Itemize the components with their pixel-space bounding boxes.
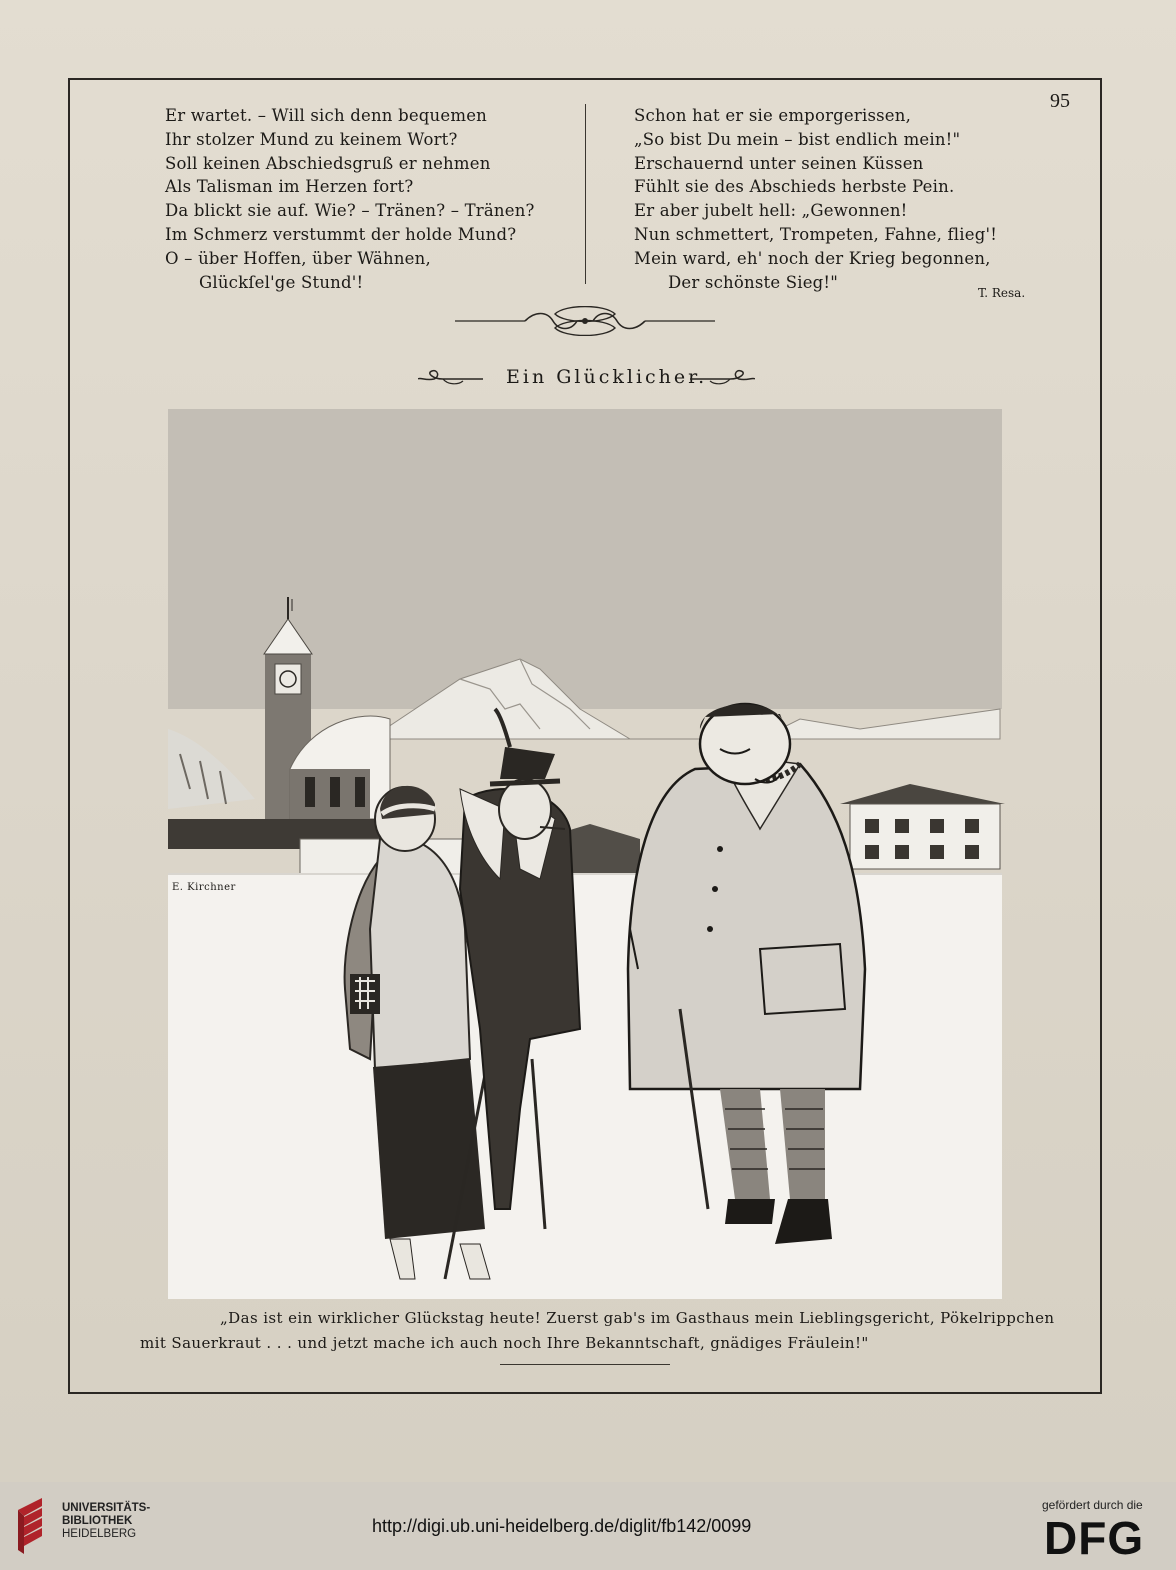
- illustration-signature: E. Kirchner: [172, 882, 236, 893]
- poem-line: Nun schmettert, Trompeten, Fahne, flieg'!: [634, 224, 998, 244]
- poem-line: „So bist Du mein – bist endlich mein!": [634, 129, 961, 149]
- poem-line: Schon hat er sie emporgerissen,: [634, 106, 912, 125]
- poem-line: Fühlt sie des Abschieds herbste Pein.: [634, 177, 955, 197]
- poem-line: Soll keinen Abschiedsgruß er nehmen: [165, 153, 491, 173]
- poem-line: Er wartet. – Will sich denn bequemen: [165, 106, 487, 125]
- dfg-logo: DFG: [1044, 1512, 1145, 1564]
- flourish-left-icon: [418, 369, 483, 389]
- column-divider: [585, 104, 586, 284]
- section-title: Ein Glücklicher.: [506, 366, 708, 388]
- library-name-line: UNIVERSITÄTS-: [62, 1502, 151, 1514]
- poem-line: O – über Hoffen, über Wähnen,: [165, 248, 431, 268]
- library-name-line: HEIDELBERG: [62, 1528, 137, 1540]
- poem-line: Glückſel'ge Stund'!: [199, 272, 364, 292]
- caption-line: „Das ist ein wirklicher Glückstag heute! Zuerst gab's im Gasthaus mein Lieblingsgericht, Pökelrippchen: [220, 1309, 1055, 1327]
- poem-left-column: [165, 104, 575, 294]
- poem-line: Als Talisman im Herzen fort?: [165, 177, 414, 197]
- page-number: 95: [1050, 90, 1070, 112]
- poem-author: T. Resa.: [978, 286, 1026, 300]
- poem-line: Da blickt sie auf. Wie? – Tränen? – Tränen?: [165, 201, 535, 221]
- university-library-logo-icon: [12, 1496, 58, 1556]
- poem-line: Mein ward, eh' noch der Krieg begonnen,: [634, 248, 991, 268]
- poem-line: Er aber jubelt hell: „Gewonnen!: [634, 201, 908, 221]
- funded-by-label: gefördert durch die: [1042, 1498, 1143, 1512]
- illustration-image: [160, 409, 1010, 1299]
- caption: [140, 1306, 1055, 1356]
- poem-right-column: [634, 104, 1044, 294]
- library-name-line: BIBLIOTHEK: [62, 1515, 133, 1527]
- library-name: [62, 1502, 150, 1541]
- footer-bar: [0, 1482, 1176, 1570]
- poem-line: Erschauernd unter seinen Küssen: [634, 153, 924, 173]
- bottom-divider: [500, 1364, 670, 1365]
- section-title-row: [418, 365, 753, 393]
- poem-line: Im Schmerz verstummt der holde Mund?: [165, 224, 517, 244]
- poem-line: Ihr stolzer Mund zu keinem Wort?: [165, 129, 458, 149]
- flourish-right-icon: [690, 369, 755, 389]
- permalink-url[interactable]: http://digi.ub.uni-heidelberg.de/diglit/fb142/0099: [372, 1516, 752, 1536]
- ornament-divider-icon: [455, 306, 715, 336]
- poem-line: Der schönste Sieg!": [668, 272, 839, 292]
- caption-line: mit Sauerkraut . . . und jetzt mache ich auch noch Ihre Bekanntschaft, gnädiges Fräulein!": [140, 1334, 869, 1352]
